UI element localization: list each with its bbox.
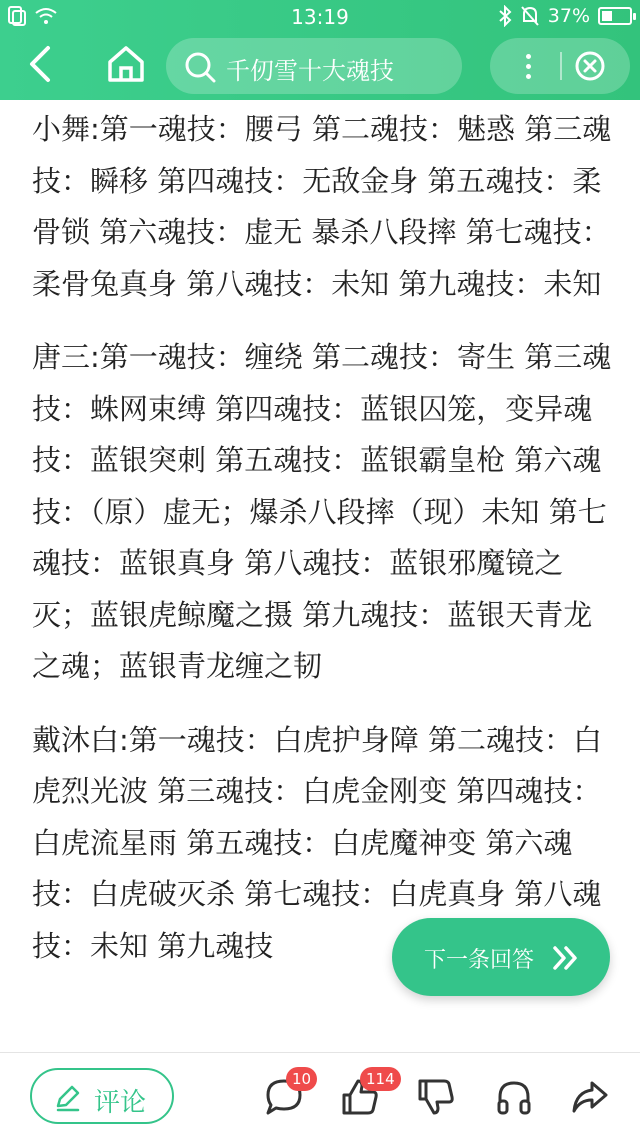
search-query: 千仞雪十大魂技 (226, 57, 394, 85)
back-button[interactable] (22, 42, 62, 86)
comment-count-badge: 10 (286, 1067, 317, 1091)
app-header (0, 0, 640, 100)
home-icon (104, 42, 148, 86)
answer-paragraph: 唐三:第一魂技：缠绕 第二魂技：寄生 第三魂技：蛛网束缚 第四魂技：蓝银囚笼，变异魂技：蓝银突刺 第五魂技：蓝银霸皇枪 第六魂技：（原）虚无；爆杀八段摔（现）未知 第七魂技：蓝银真身 第八魂技：蓝银邪魔镜之灭；蓝银虎鲸魔之摄 第九魂技：蓝银天青龙之魂；蓝银青龙缠之韧 (32, 340, 612, 683)
headphones-icon (494, 1077, 534, 1117)
dislike-button[interactable] (416, 1077, 456, 1117)
bottom-toolbar (0, 1052, 640, 1138)
search-icon (184, 51, 216, 83)
double-chevron-icon (552, 945, 580, 971)
next-answer-label: 下一条回答 (424, 948, 535, 973)
share-icon (570, 1077, 610, 1117)
action-pill (490, 38, 630, 94)
more-button[interactable] (510, 48, 546, 84)
share-button[interactable] (570, 1077, 610, 1117)
like-count-badge: 114 (360, 1067, 401, 1091)
thumbs-down-icon (416, 1077, 456, 1117)
battery-percent: 37% (547, 5, 590, 27)
write-comment-button[interactable] (30, 1068, 174, 1124)
answer-paragraph: 戴沐白:第一魂技：白虎护身障 第二魂技：白虎烈光波 第三魂技：白虎金刚变 第四魂技：白虎流星雨 第五魂技：白虎魔神变 第六魂技：白虎破灭杀 第七魂技：白虎真身 第八魂技：未知 第九魂技 (32, 722, 602, 963)
pen-icon (54, 1084, 82, 1112)
close-icon (574, 50, 606, 82)
search-input[interactable] (166, 38, 462, 94)
back-icon (22, 42, 62, 86)
answer-paragraph: 小舞:第一魂技：腰弓 第二魂技：魅惑 第三魂技：瞬移 第四魂技：无敌金身 第五魂技：柔骨锁 第六魂技：虚无 暴杀八段摔 第七魂技：柔骨兔真身 第八魂技：未知 第九魂技：未知 (32, 112, 612, 301)
battery-icon (598, 7, 632, 25)
home-button[interactable] (104, 42, 148, 86)
mute-bell-icon (520, 5, 540, 27)
clock: 13:19 (291, 5, 349, 29)
next-answer-button[interactable] (392, 918, 610, 996)
comment-label: 评论 (94, 1088, 147, 1118)
listen-button[interactable] (494, 1077, 534, 1117)
nav-row (0, 34, 640, 96)
status-bar (0, 0, 640, 34)
close-button[interactable] (574, 50, 606, 82)
more-icon (526, 54, 531, 59)
battery-level (602, 11, 612, 21)
divider (560, 52, 562, 80)
answer-content (0, 100, 640, 1052)
bluetooth-icon (498, 5, 512, 27)
